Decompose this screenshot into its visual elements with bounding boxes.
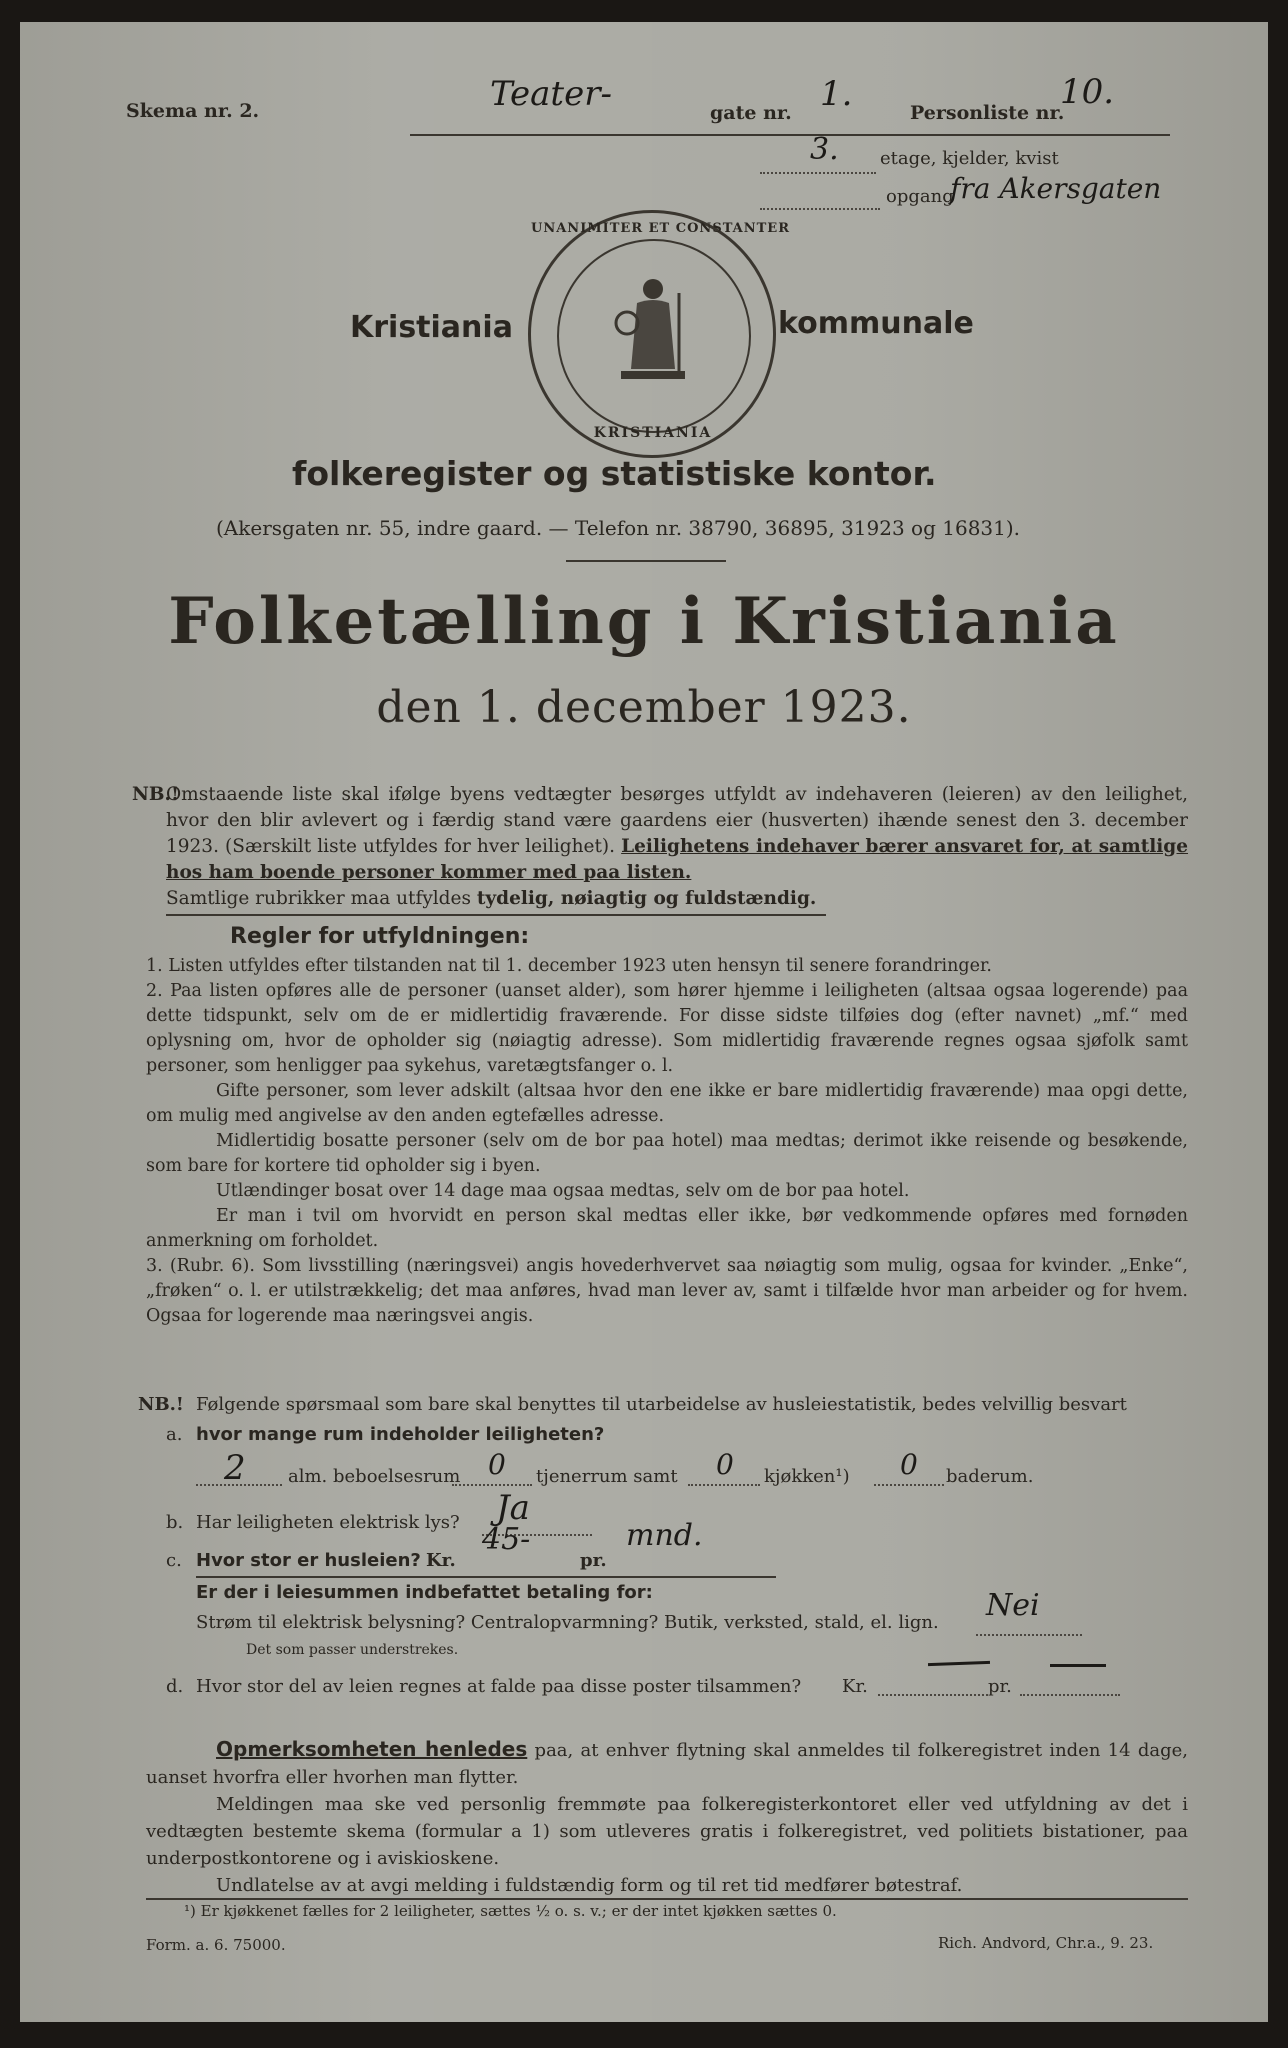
nb2-text: Følgende spørsmaal som bare skal benyttes til utarbeidelse av husleiestatistik, bedes velvillig besvart bbox=[196, 1394, 1127, 1415]
q-b-label: b. bbox=[166, 1512, 184, 1533]
q-b-handwritten: Ja bbox=[496, 1488, 530, 1528]
rent-handwritten: 45- bbox=[482, 1522, 531, 1557]
rooms-label: alm. beboelsesrum bbox=[288, 1466, 461, 1487]
notice-text2: Meldingen maa ske ved personlig fremmøte paa folkeregisterkontoret eller ved utfyldning av det i vedtægten bestemte skema (formular a 1) som utleveres gratis i folkeregistret, ved politiets bistationer, paa underpostkontorene og i aviskioskene. bbox=[146, 1794, 1188, 1869]
kitchen-handwritten: 0 bbox=[716, 1448, 734, 1481]
personliste-number-handwritten: 10. bbox=[1060, 72, 1115, 112]
nb1-paragraph bbox=[166, 782, 1188, 912]
q-a-label: a. bbox=[166, 1424, 183, 1445]
notice-paragraph bbox=[146, 1736, 1188, 1899]
included-items: Strøm til elektrisk belysning? Centralopvarmning? Butik, verksted, stald, el. lign. bbox=[196, 1612, 939, 1633]
q-d-pr: pr. bbox=[988, 1676, 1012, 1697]
opgang-dotline bbox=[760, 208, 880, 210]
notice-text1: paa, at enhver flytning skal anmeldes til folkeregistret inden 14 dage, uanset hvorfra eller hvorhen man flytter. bbox=[146, 1740, 1188, 1788]
included-heading: Er der i leiesummen indbefattet betaling for: bbox=[196, 1582, 653, 1603]
q-c-question: Hvor stor er husleien? bbox=[196, 1550, 421, 1571]
office-title: folkeregister og statistiske kontor. bbox=[292, 454, 937, 493]
opgang-label: opgang bbox=[886, 186, 954, 207]
q-d-kr-dash bbox=[928, 1661, 990, 1666]
servant-label: tjenerrum samt bbox=[536, 1466, 678, 1487]
gate-label: gate nr. bbox=[710, 102, 792, 124]
rule-1: 1. Listen utfyldes efter tilstanden nat til 1. december 1923 uten hensyn til senere forandringer. bbox=[146, 956, 992, 976]
q-c-kr: Kr. bbox=[426, 1550, 456, 1571]
nb1-bold2: tydelig, nøiagtig og fuldstændig. bbox=[476, 888, 817, 909]
printer-credit: Rich. Andvord, Chr.a., 9. 23. bbox=[938, 1934, 1154, 1952]
nb1-text2: Samtlige rubrikker maa utfyldes bbox=[166, 888, 471, 909]
nb2-label: NB.! bbox=[138, 1394, 184, 1415]
nb1-bold: Leilighetens indehaver bærer ansvaret for, at samtlige hos ham boende personer kommer med paa listen. bbox=[166, 836, 1189, 883]
main-subtitle: den 1. december 1923. bbox=[376, 682, 912, 733]
footnote: ¹) Er kjøkkenet fælles for 2 leiligheter, sættes ½ o. s. v.; er der intet kjøkken sættes 0. bbox=[184, 1902, 837, 1920]
personliste-label: Personliste nr. bbox=[910, 102, 1065, 124]
included-handwritten: Nei bbox=[986, 1588, 1040, 1623]
seal-figure-icon bbox=[613, 273, 693, 383]
header-rule bbox=[410, 134, 1170, 136]
seal-left-text: Kristiania bbox=[350, 310, 513, 345]
rule-2-midlertidig: Midlertidig bosatte personer (selv om de bor paa hotel) maa medtas; derimot ikke reisende og besøkende, som bare for kortere tid opholder sig i byen. bbox=[146, 1131, 1188, 1176]
kitchen-dotline bbox=[688, 1484, 760, 1486]
rule-2-utlaendinger: Utlændinger bosat over 14 dage maa ogsaa medtas, selv om de bor paa hotel. bbox=[216, 1181, 910, 1201]
etage-dotline bbox=[760, 172, 876, 174]
nb1-underline bbox=[166, 914, 826, 916]
period-handwritten: mnd. bbox=[626, 1518, 703, 1553]
included-dotline bbox=[976, 1634, 1082, 1636]
street-name-handwritten: Teater- bbox=[490, 74, 612, 114]
main-title: Folketælling i Kristiania bbox=[168, 584, 1120, 659]
rule-2: 2. Paa listen opføres alle de personer (uanset alder), som hører hjemme i leiligheten (altsaa ogsaa logerende) paa dette tidspunkt, selv om de er midlertidig fraværende. For disse sidste tilføies dog (efter navnet) „mf.“ med oplysning om, hvor de opholder sig (nøiagtig adresse). Som midlertidig fraværende regnes ogsaa sjøfolk samt personer, som henligger paa sykehus, varetægtsfanger o. l. bbox=[146, 981, 1188, 1076]
rules-heading: Regler for utfyldningen: bbox=[230, 924, 530, 949]
q-d-pr-dash bbox=[1050, 1664, 1106, 1667]
rooms-handwritten: 2 bbox=[224, 1448, 246, 1488]
etage-handwritten: 3. bbox=[810, 132, 839, 167]
servant-handwritten: 0 bbox=[488, 1448, 506, 1481]
city-seal bbox=[528, 210, 791, 458]
opgang-handwritten: fra Akersgaten bbox=[950, 172, 1162, 205]
q-d-pr-dotline bbox=[1020, 1694, 1120, 1696]
nb1-text: Omstaaende liste skal ifølge byens vedtægter besørges utfyldt av indehaveren (leieren) av den leilighet, hvor den blir avlevert og i færdig stand være gaardens eier (husverten) ihænde senest den 3. december 1923. (Særskilt liste utfyldes for hver leilighet). bbox=[166, 784, 1188, 857]
etage-label: etage, kjelder, kvist bbox=[880, 148, 1059, 169]
footer-rule bbox=[146, 1898, 1188, 1900]
rule-2-tvil: Er man i tvil om hvorvidt en person skal medtas eller ikke, bør vedkommende opføres med fornøden anmerkning om forholdet. bbox=[146, 1206, 1188, 1251]
q-d-question: Hvor stor del av leien regnes at falde paa disse poster tilsammen? bbox=[196, 1676, 802, 1697]
q-b-question: Har leiligheten elektrisk lys? bbox=[196, 1512, 460, 1533]
form-number: Form. a. 6. 75000. bbox=[146, 1936, 286, 1954]
rules-list bbox=[146, 954, 1188, 1329]
bath-handwritten: 0 bbox=[900, 1448, 918, 1481]
kitchen-label: kjøkken¹) bbox=[764, 1466, 850, 1487]
q-d-label: d. bbox=[166, 1676, 184, 1697]
rule-2-gifte: Gifte personer, som lever adskilt (altsaa hvor den ene ikke er bare midlertidig fraværende) maa opgi dette, om mulig med angivelse av den anden egtefælles adresse. bbox=[146, 1081, 1188, 1126]
q-a-question: hvor mange rum indeholder leiligheten? bbox=[196, 1424, 605, 1445]
bath-label: baderum. bbox=[946, 1466, 1034, 1487]
seal-right-text: kommunale bbox=[778, 306, 974, 341]
notice-heading: Opmerksomheten henledes bbox=[216, 1737, 528, 1761]
q-c-pr: pr. bbox=[580, 1550, 607, 1571]
q-c-underline bbox=[196, 1576, 776, 1578]
q-d-kr-dotline bbox=[878, 1694, 988, 1696]
q-d-kr: Kr. bbox=[842, 1676, 868, 1697]
q-c-label: c. bbox=[166, 1550, 182, 1571]
seal-bottom-text: KRISTIANIA bbox=[593, 425, 713, 441]
underline-note: Det som passer understrekes. bbox=[246, 1642, 459, 1658]
rule-3: 3. (Rubr. 6). Som livsstilling (næringsvei) angis hovederhvervet saa nøiagtig som mulig, ogsaa for kvinder. „Enke“, „frøken“ o. l. er utilstrækkelig; det maa anføres, hvad man lever av, samt i tilfælde hvor man arbeider og for hvem. Ogsaa for logerende maa næringsvei angis. bbox=[146, 1256, 1188, 1326]
census-form bbox=[20, 22, 1268, 2022]
bath-dotline bbox=[874, 1484, 944, 1486]
seal-ring-text: UNANIMITER ET CONSTANTER bbox=[531, 221, 791, 236]
servant-dotline bbox=[452, 1484, 532, 1486]
gate-number-handwritten: 1. bbox=[820, 74, 853, 114]
office-address: (Akersgaten nr. 55, indre gaard. — Telefon nr. 38790, 36895, 31923 og 16831). bbox=[216, 516, 1021, 540]
notice-text3: Undlatelse av at avgi melding i fuldstændig form og til ret tid medfører bøtestraf. bbox=[216, 1875, 963, 1896]
title-divider bbox=[566, 560, 726, 562]
nb1-label: NB.! bbox=[132, 784, 180, 805]
skema-number: Skema nr. 2. bbox=[126, 100, 260, 122]
